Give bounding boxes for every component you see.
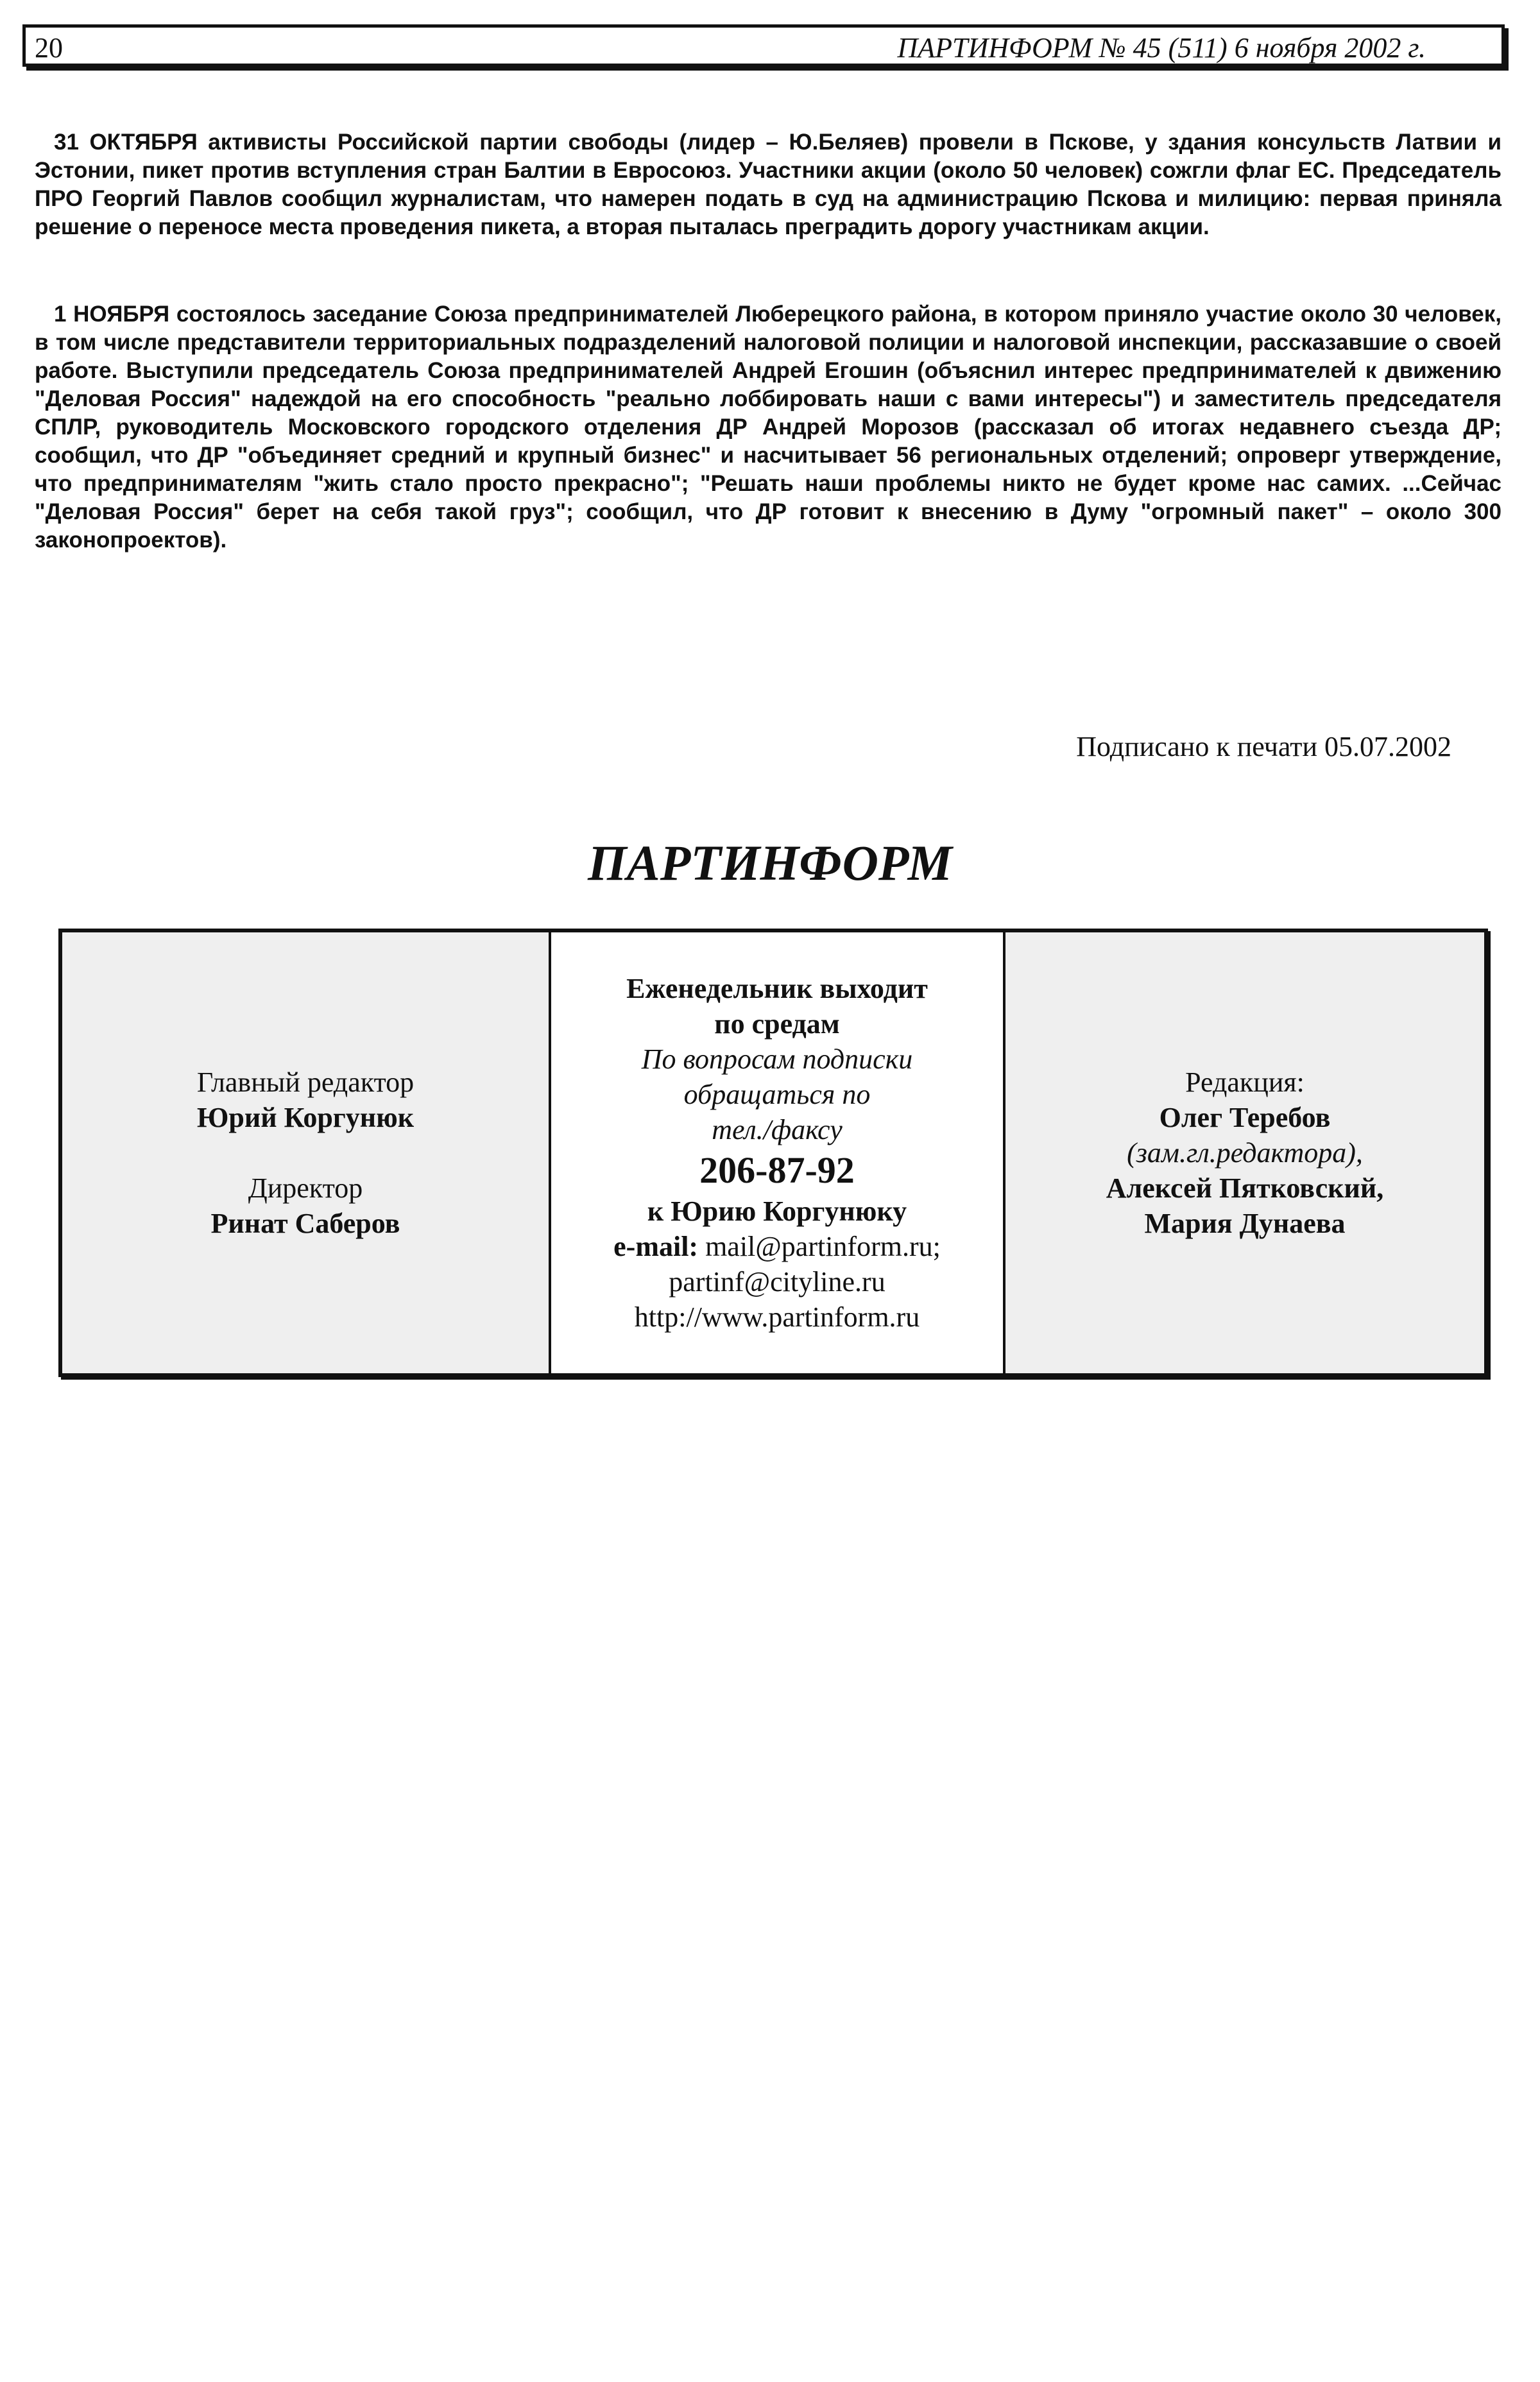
- subscribe-note: тел./факсу: [712, 1114, 843, 1145]
- subscribe-note: По вопросам подписки: [641, 1043, 913, 1075]
- editor-name: Юрий Коргунюк: [196, 1102, 415, 1133]
- editorial-member: Олег Теребов: [1159, 1102, 1331, 1133]
- email-secondary[interactable]: partinf@cityline.ru: [669, 1266, 886, 1298]
- phone-number: 206-87-92: [699, 1149, 855, 1191]
- email-label: e-mail:: [613, 1231, 699, 1262]
- subscribe-note: обращаться по: [683, 1079, 871, 1110]
- email-primary[interactable]: mail@partinform.ru;: [705, 1231, 941, 1262]
- page-header: [22, 24, 1505, 67]
- signed-to-print: Подписано к печати 05.07.2002: [1076, 731, 1451, 762]
- weekly-note: Еженедельник выходит: [626, 973, 928, 1004]
- email-line: [613, 1229, 941, 1264]
- masthead-title: ПАРТИНФОРМ: [588, 835, 952, 891]
- page-number: 20: [35, 32, 63, 64]
- editorial-member: Мария Дунаева: [1144, 1208, 1346, 1239]
- editorial-member: Алексей Пятковский,: [1106, 1172, 1384, 1204]
- director-label: Директор: [248, 1172, 363, 1204]
- masthead-table: [58, 929, 1488, 1377]
- editorial-label: Редакция:: [1185, 1067, 1305, 1098]
- phone-contact: к Юрию Коргунюку: [647, 1195, 907, 1227]
- editor-label: Главный редактор: [196, 1067, 415, 1098]
- website-link[interactable]: http://www.partinform.ru: [634, 1301, 920, 1333]
- editorial-column: [1005, 932, 1484, 1373]
- weekly-note-day: по средам: [714, 1008, 840, 1040]
- contact-column: [551, 932, 1005, 1373]
- editorial-role: (зам.гл.редактора),: [1127, 1137, 1363, 1169]
- director-name: Ринат Саберов: [210, 1208, 400, 1239]
- news-item: 1 НОЯБРЯ состоялось заседание Союза предпринимателей Люберецкого района, в котором приняло участие около 30 человек, в том числе представители территориальных подразделений налоговой полиции и налоговой инспекции, рассказавшие о своей работе. Выступили председатель Союза предпринимателей Андрей Егошин (объяснил интерес предпринимателей к движению "Деловая Россия" надеждой на его способность "реально лоббировать наши с вами интересы") и заместитель председателя СПЛР, руководитель Московского городского отделения ДР Андрей Морозов (рассказал об итогах недавнего съезда ДР; сообщил, что ДР "объединяет средний и крупный бизнес" и насчитывает 56 региональных отделений; опроверг утверждение, что предпринимателям "жить стало просто прекрасно"; "Решать наши проблемы никто не будет кроме нас самих. ...Сейчас "Деловая Россия" берет на себя такой груз"; сообщил, что ДР готовит к внесению в Думу "огромный пакет" – около 300 законопроектов).: [35, 302, 1502, 553]
- news-item: 31 ОКТЯБРЯ активисты Российской партии свободы (лидер – Ю.Беляев) провели в Пскове, у здания консульств Латвии и Эстонии, пикет против вступления стран Балтии в Евросоюз. Участники акции (около 50 человек) сожгли флаг ЕС. Председатель ПРО Георгий Павлов сообщил журналистам, что намерен подать в суд на администрацию Пскова и милицию: первая приняла решение о переносе места проведения пикета, а вторая пыталась преградить дорогу участникам акции.: [35, 130, 1502, 239]
- issue-title: ПАРТИНФОРМ № 45 (511) 6 ноября 2002 г.: [897, 32, 1426, 64]
- staff-column: [62, 932, 551, 1373]
